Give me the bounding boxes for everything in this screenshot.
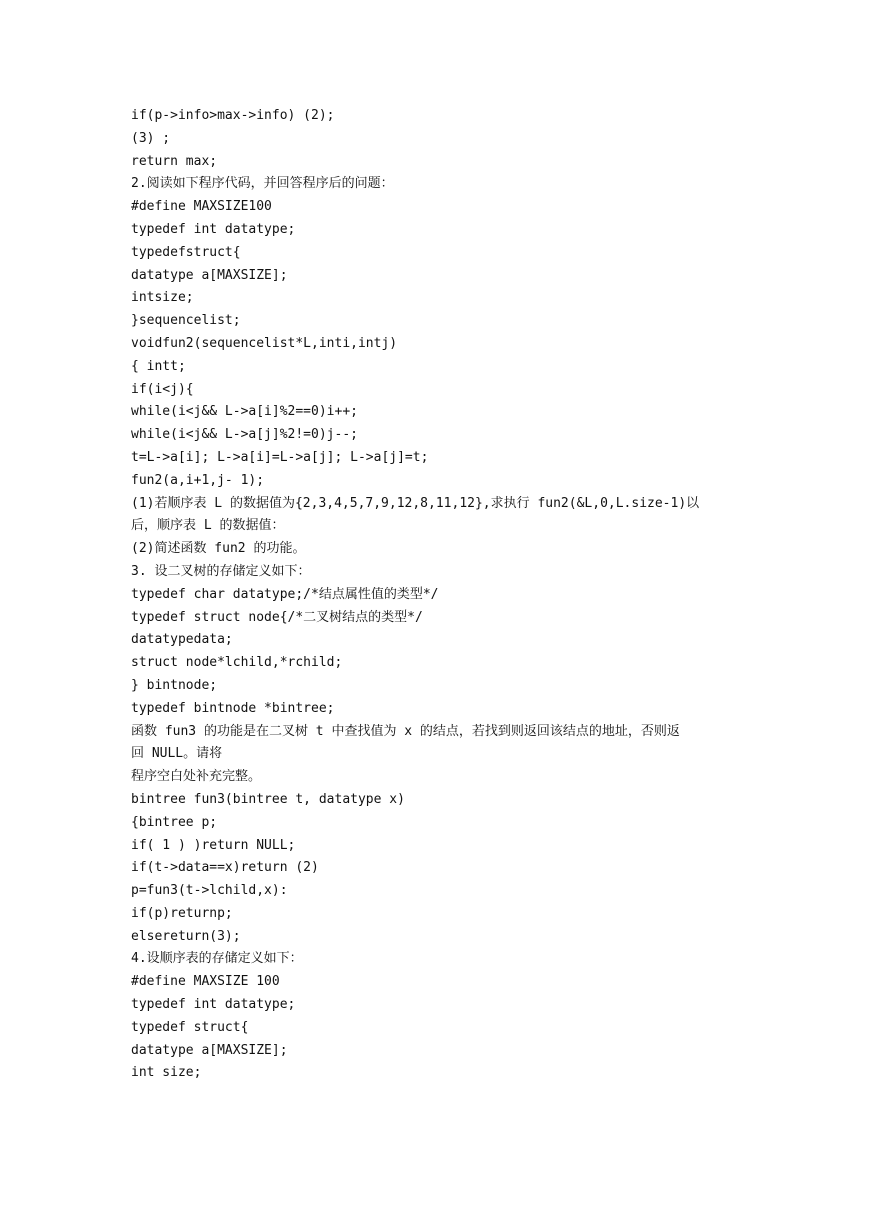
question-heading: 4.设顺序表的存储定义如下： bbox=[131, 951, 303, 967]
text-line: typedef int datatype; bbox=[131, 997, 296, 1013]
text-line: (2)简述函数 fun2 的功能。 bbox=[131, 541, 306, 557]
text-line: p=fun3(t->lchild,x): bbox=[131, 883, 288, 899]
text-line: fun2(a,i+1,j- 1); bbox=[131, 472, 265, 488]
text-line: bintree fun3(bintree t, datatype x) bbox=[131, 791, 405, 807]
text-line: (1)若顺序表 L 的数据值为{2,3,4,5,7,9,12,8,11,12},求执行 fun2(&L,0,L.size-1)以 bbox=[131, 495, 700, 511]
text-line: if(i<j){ bbox=[131, 381, 194, 397]
text-line: datatype a[MAXSIZE]; bbox=[131, 267, 288, 283]
text-line: if(p->info>max->info) (2); bbox=[131, 108, 335, 123]
text-line: #define MAXSIZE 100 bbox=[131, 974, 280, 990]
text-line: typedef int datatype; bbox=[131, 221, 296, 237]
question-heading: 3. 设二叉树的存储定义如下： bbox=[131, 563, 311, 579]
text-line: datatypedata; bbox=[131, 632, 233, 648]
text-line: while(i<j&& L->a[i]%2==0)i++; bbox=[131, 404, 358, 420]
text-line: struct node*lchild,*rchild; bbox=[131, 655, 343, 671]
question-heading: 2.阅读如下程序代码，并回答程序后的问题： bbox=[131, 176, 394, 192]
text-line: typedef struct node{/*二叉树结点的类型*/ bbox=[131, 609, 423, 625]
text-line: while(i<j&& L->a[j]%2!=0)j--; bbox=[131, 427, 358, 443]
text-line: if( 1 ) )return NULL; bbox=[131, 837, 296, 853]
text-line: #define MAXSIZE100 bbox=[131, 199, 272, 215]
text-line: 函数 fun3 的功能是在二叉树 t 中查找值为 x 的结点，若找到则返回该结点的地址，否则返 bbox=[131, 723, 680, 739]
text-line: int size; bbox=[131, 1065, 202, 1081]
text-line: typedef struct{ bbox=[131, 1019, 249, 1035]
text-line: } bintnode; bbox=[131, 677, 218, 693]
text-line: typedef bintnode *bintree; bbox=[131, 700, 335, 716]
text-line: 后，顺序表 L 的数据值： bbox=[131, 518, 285, 534]
text-line: (3) ; bbox=[131, 130, 171, 146]
document-body bbox=[131, 105, 751, 1085]
text-line: typedefstruct{ bbox=[131, 244, 241, 260]
text-line: {bintree p; bbox=[131, 814, 218, 830]
text-line: elsereturn(3); bbox=[131, 928, 241, 944]
text-line: typedef char datatype;/*结点属性值的类型*/ bbox=[131, 586, 439, 602]
text-line: datatype a[MAXSIZE]; bbox=[131, 1042, 288, 1058]
text-line: voidfun2(sequencelist*L,inti,intj) bbox=[131, 335, 398, 351]
text-line: t=L->a[i]; L->a[i]=L->a[j]; L->a[j]=t; bbox=[131, 449, 429, 465]
text-line: if(t->data==x)return (2) bbox=[131, 860, 319, 876]
text-line: 回 NULL。请将 bbox=[131, 746, 223, 762]
text-line: intsize; bbox=[131, 290, 194, 306]
text-line: if(p)returnp; bbox=[131, 905, 233, 921]
text-line: return max; bbox=[131, 153, 218, 169]
text-line: }sequencelist; bbox=[131, 313, 241, 329]
text-line: { intt; bbox=[131, 358, 186, 374]
text-line: 程序空白处补充完整。 bbox=[131, 769, 262, 785]
